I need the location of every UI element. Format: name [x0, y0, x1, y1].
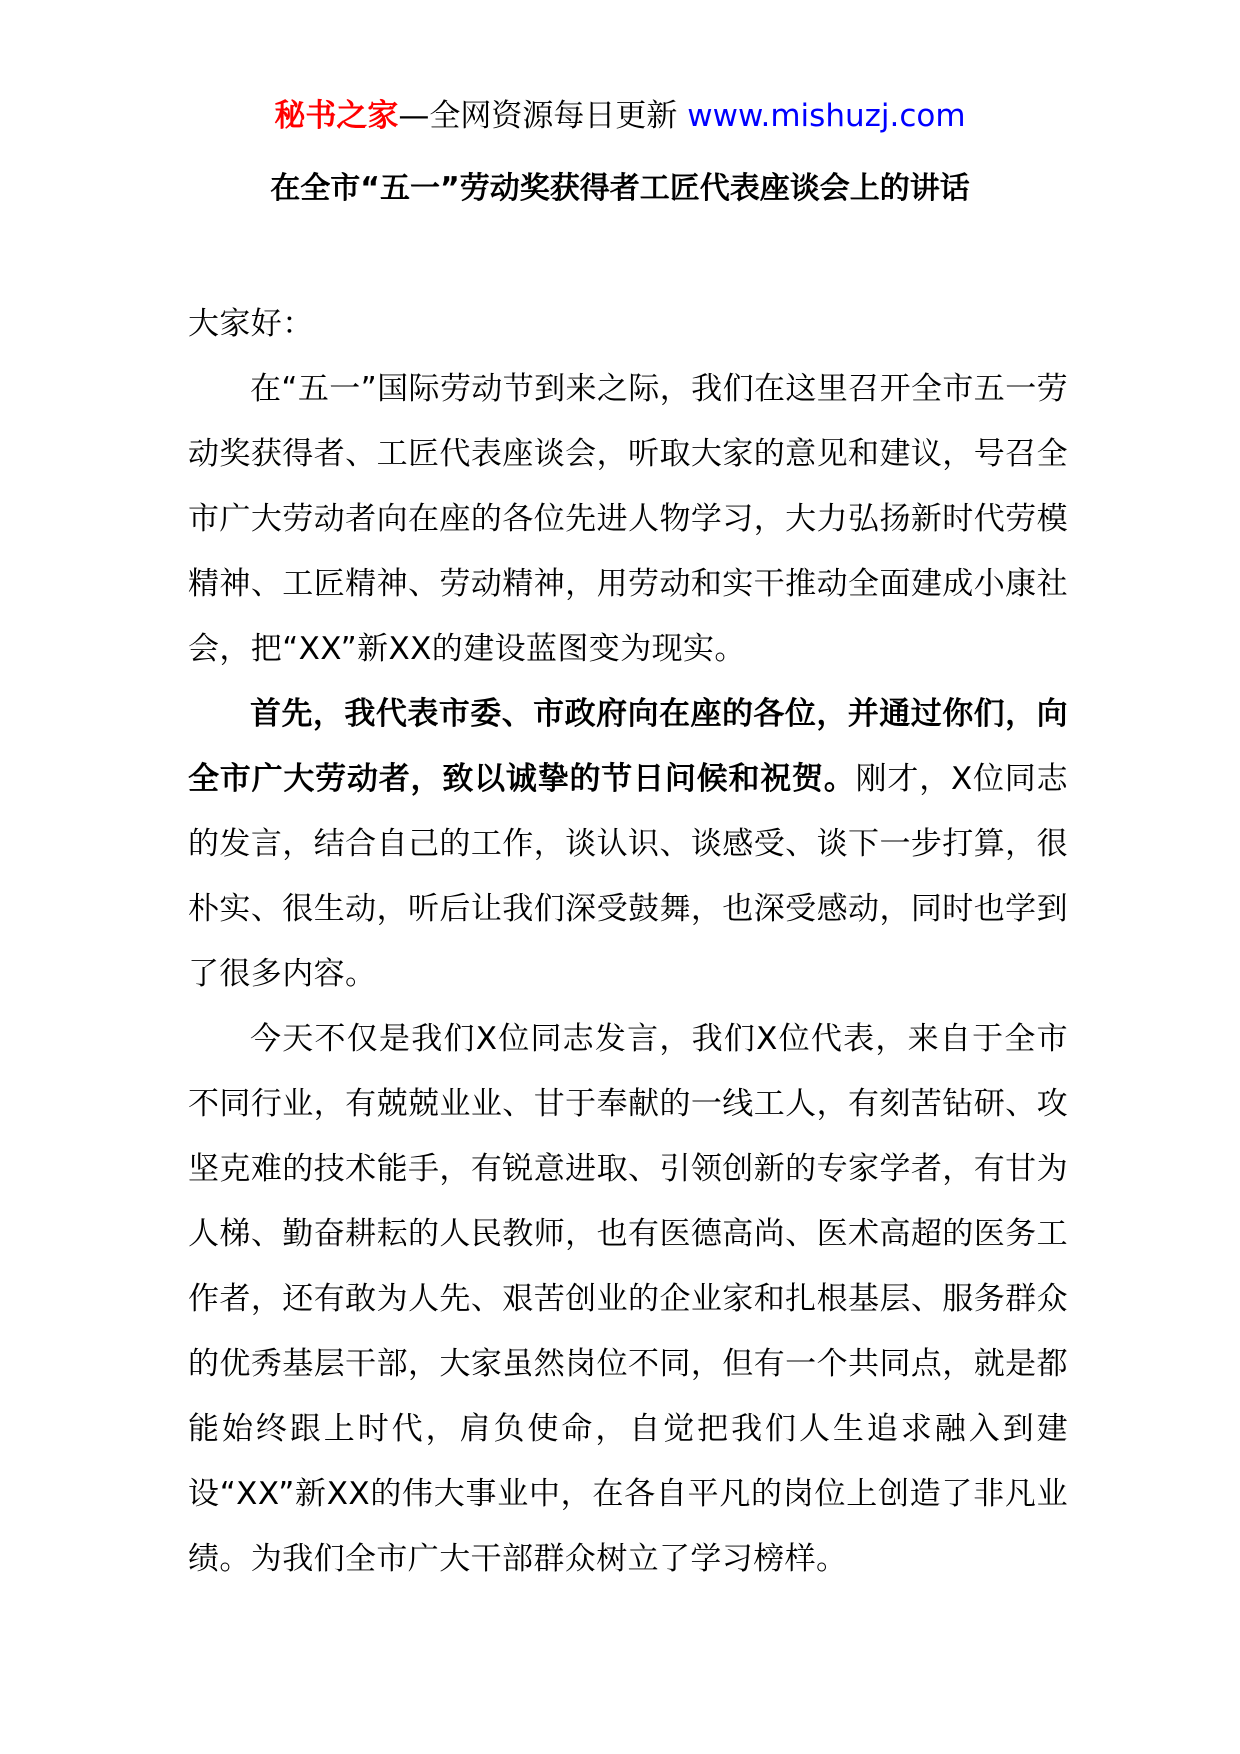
paragraph-1	[188, 357, 1068, 682]
document-title: 在全市“五一”劳动奖获得者工匠代表座谈会上的讲话	[270, 171, 970, 206]
site-header	[0, 96, 1240, 136]
salutation: 大家好：	[188, 306, 314, 342]
site-url-link[interactable]: www.mishuzj.com	[687, 98, 966, 134]
paragraph-2-bold-lead: 首先，我代表市委、市政府向在座的各位，并通过你们，向全市广大劳动者，致以诚挚的节日问候和祝贺。	[188, 696, 1068, 797]
document-body	[188, 292, 1068, 1592]
header-tagline: —全网资源每日更新	[398, 98, 688, 134]
paragraph-1-text: 在“五一”国际劳动节到来之际，我们在这里召开全市五一劳动奖获得者、工匠代表座谈会，听取大家的意见和建议，号召全市广大劳动者向在座的各位先进人物学习，大力弘扬新时代劳模精神、工匠精神、劳动精神，用劳动和实干推动全面建成小康社会，把“XX”新XX的建设蓝图变为现实。	[188, 371, 1068, 667]
paragraph-3	[188, 1007, 1068, 1592]
paragraph-2	[188, 682, 1068, 1007]
brand-name: 秘书之家	[274, 98, 399, 134]
paragraph-2-text: 刚才，X位同志的发言，结合自己的工作，谈认识、谈感受、谈下一步打算，很朴实、很生动，听后让我们深受鼓舞，也深受感动，同时也学到了很多内容。	[188, 761, 1068, 992]
paragraph-3-text: 今天不仅是我们X位同志发言，我们X位代表，来自于全市不同行业，有兢兢业业、甘于奉献的一线工人，有刻苦钻研、攻坚克难的技术能手，有锐意进取、引领创新的专家学者，有甘为人梯、勤奋耕耘的人民教师，也有医德高尚、医术高超的医务工作者，还有敢为人先、艰苦创业的企业家和扎根基层、服务群众的优秀基层干部，大家虽然岗位不同，但有一个共同点，就是都能始终跟上时代，肩负使命，自觉把我们人生追求融入到建设“XX”新XX的伟大事业中，在各自平凡的岗位上创造了非凡业绩。为我们全市广大干部群众树立了学习榜样。	[188, 1021, 1068, 1577]
